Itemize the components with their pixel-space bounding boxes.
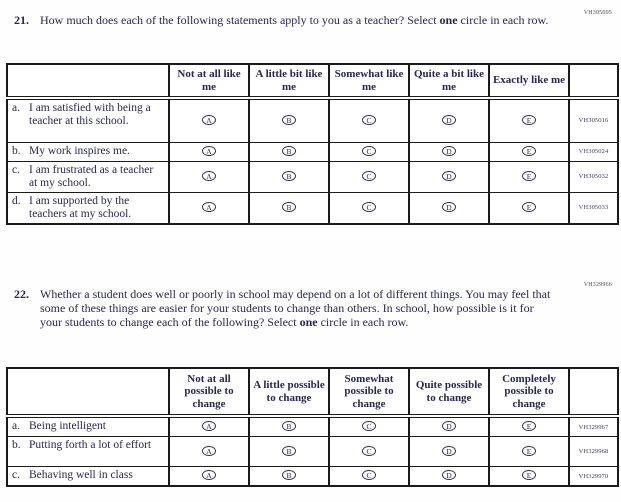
statement-text: I am supported by the teachers at my school. (29, 194, 132, 220)
row-code: VH305024 (569, 142, 618, 161)
row-letter: a. (12, 420, 20, 432)
question-22-number: 22. (14, 287, 29, 301)
statement-cell (7, 467, 169, 487)
option-bubble-d[interactable]: D (442, 421, 456, 431)
table-row (7, 192, 618, 224)
column-header: A little possible to change (249, 368, 329, 416)
column-header: Exactly like me (489, 64, 569, 98)
option-bubble-b[interactable]: B (282, 202, 296, 212)
option-cell (329, 161, 409, 192)
row-code: VH329967 (569, 416, 618, 437)
option-bubble-b[interactable]: B (282, 421, 296, 431)
option-bubble-e[interactable]: E (522, 470, 536, 480)
statement-text: I am frustrated as a teacher at my school. (29, 163, 154, 189)
code-header-cell (569, 64, 618, 98)
option-cell (169, 98, 249, 142)
question-21-response-table (6, 63, 619, 225)
option-bubble-c[interactable]: C (362, 470, 376, 480)
option-cell (169, 416, 249, 437)
option-bubble-e[interactable]: E (522, 171, 536, 181)
header-row (7, 368, 618, 416)
option-bubble-d[interactable]: D (442, 470, 456, 480)
column-header: Somewhat like me (329, 64, 409, 98)
question-21-number: 21. (14, 13, 29, 27)
question-22-accession-code: VH329966 (583, 282, 612, 288)
option-cell (409, 437, 489, 467)
option-bubble-e[interactable]: E (522, 115, 536, 125)
row-letter: b. (12, 144, 21, 157)
row-letter: c. (12, 469, 20, 481)
prompt-text-post: circle in each row. (457, 13, 549, 27)
option-cell (249, 192, 329, 224)
option-bubble-a[interactable]: A (202, 171, 216, 181)
column-header: Quite possible to change (409, 368, 489, 416)
option-cell (489, 192, 569, 224)
option-bubble-d[interactable]: D (442, 446, 456, 456)
statement-text: Putting forth a lot of effort (29, 439, 152, 451)
option-cell (329, 142, 409, 161)
statement-text: Being intelligent (29, 420, 106, 432)
row-code: VH305032 (569, 161, 618, 192)
column-header: Quite a bit like me (409, 64, 489, 98)
option-cell (329, 192, 409, 224)
statement-cell (7, 161, 169, 192)
option-bubble-e[interactable]: E (522, 146, 536, 156)
option-bubble-c[interactable]: C (362, 146, 376, 156)
statement-header-cell (7, 64, 169, 98)
option-bubble-a[interactable]: A (202, 421, 216, 431)
table-row (7, 142, 618, 161)
option-cell (409, 142, 489, 161)
prompt-text-pre: How much does each of the following statements apply to you as a teacher? Select (40, 13, 440, 27)
option-bubble-d[interactable]: D (442, 202, 456, 212)
option-bubble-e[interactable]: E (522, 202, 536, 212)
option-cell (249, 467, 329, 487)
header-row (7, 64, 618, 98)
row-code: VH329968 (569, 437, 618, 467)
option-cell (489, 142, 569, 161)
option-cell (489, 98, 569, 142)
question-21-text (40, 13, 552, 27)
option-cell (169, 161, 249, 192)
row-code: VH305033 (569, 192, 618, 224)
option-cell (409, 161, 489, 192)
column-header: Somewhat possible to change (329, 368, 409, 416)
option-bubble-a[interactable]: A (202, 146, 216, 156)
table-row (7, 98, 618, 142)
option-cell (409, 192, 489, 224)
option-bubble-c[interactable]: C (362, 446, 376, 456)
option-bubble-c[interactable]: C (362, 421, 376, 431)
option-cell (169, 437, 249, 467)
row-letter: b. (12, 439, 21, 451)
statement-text: My work inspires me. (29, 144, 130, 157)
option-bubble-d[interactable]: D (442, 146, 456, 156)
question-21-accession-code: VH305005 (583, 10, 612, 16)
prompt-text-pre: Whether a student does well or poorly in school may depend on a lot of different things. You may feel that some of these things are easier for your students to change than others. In school, how possible is it for your students to change each of the following? Select (40, 287, 551, 329)
prompt-bold-word: one (299, 315, 318, 329)
option-bubble-d[interactable]: D (442, 171, 456, 181)
row-code: VH305016 (569, 98, 618, 142)
question-21-prompt (14, 13, 552, 27)
statement-cell (7, 192, 169, 224)
option-bubble-b[interactable]: B (282, 115, 296, 125)
option-bubble-b[interactable]: B (282, 446, 296, 456)
table-row (7, 161, 618, 192)
option-cell (489, 467, 569, 487)
prompt-bold-word: one (439, 13, 458, 27)
option-cell (249, 416, 329, 437)
option-cell (169, 142, 249, 161)
question-22-prompt (14, 287, 552, 329)
option-bubble-c[interactable]: C (362, 115, 376, 125)
column-header: Completely possible to change (489, 368, 569, 416)
row-code: VH329970 (569, 467, 618, 487)
option-cell (329, 416, 409, 437)
table-row (7, 416, 618, 437)
table-row (7, 437, 618, 467)
statement-text: Behaving well in class (29, 469, 133, 481)
option-bubble-a[interactable]: A (202, 446, 216, 456)
option-cell (249, 98, 329, 142)
row-letter: d. (12, 194, 21, 207)
statement-header-cell (7, 368, 169, 416)
statement-cell (7, 416, 169, 437)
option-cell (169, 467, 249, 487)
option-cell (489, 437, 569, 467)
option-cell (409, 467, 489, 487)
column-header: Not at all possible to change (169, 368, 249, 416)
option-bubble-c[interactable]: C (362, 202, 376, 212)
option-cell (409, 98, 489, 142)
option-bubble-e[interactable]: E (522, 446, 536, 456)
question-22-response-table (6, 367, 619, 487)
option-bubble-e[interactable]: E (522, 421, 536, 431)
statement-cell (7, 98, 169, 142)
option-cell (329, 437, 409, 467)
row-letter: c. (12, 163, 20, 176)
column-header: Not at all like me (169, 64, 249, 98)
option-bubble-c[interactable]: C (362, 171, 376, 181)
option-cell (489, 161, 569, 192)
option-cell (249, 142, 329, 161)
table-row (7, 467, 618, 487)
option-bubble-a[interactable]: A (202, 470, 216, 480)
option-cell (489, 416, 569, 437)
statement-cell (7, 142, 169, 161)
option-bubble-d[interactable]: D (442, 115, 456, 125)
option-bubble-a[interactable]: A (202, 202, 216, 212)
code-header-cell (569, 368, 618, 416)
option-bubble-a[interactable]: A (202, 115, 216, 125)
option-cell (249, 437, 329, 467)
option-bubble-b[interactable]: B (282, 171, 296, 181)
row-letter: a. (12, 102, 20, 114)
option-bubble-b[interactable]: B (282, 470, 296, 480)
option-cell (169, 192, 249, 224)
statement-cell (7, 437, 169, 467)
statement-text: I am satisfied with being a teacher at this school. (29, 102, 151, 127)
question-22-text (40, 287, 552, 329)
option-cell (409, 416, 489, 437)
prompt-text-post: circle in each row. (317, 315, 409, 329)
option-cell (329, 467, 409, 487)
option-bubble-b[interactable]: B (282, 146, 296, 156)
column-header: A little bit like me (249, 64, 329, 98)
option-cell (329, 98, 409, 142)
option-cell (249, 161, 329, 192)
